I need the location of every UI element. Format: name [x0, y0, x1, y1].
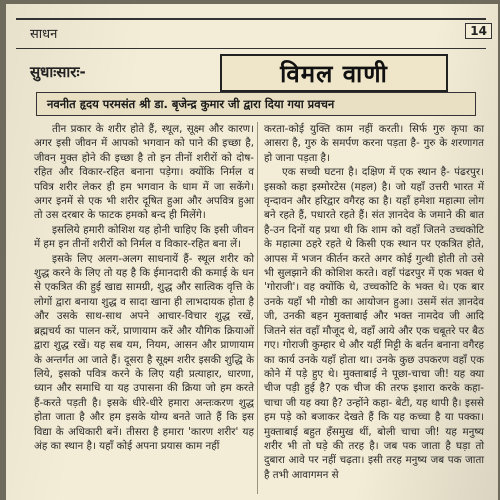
paragraph: करता-कोई युक्ति काम नहीं करती। सिर्फ गुरु कृपा का आसरा है, गुरु के समर्पण करना पड़ता है- गुरु के शरणागत हो जाना पड़ता है।: [264, 123, 484, 164]
left-column: [34, 122, 254, 453]
section-name: साधन: [30, 27, 58, 42]
column-divider: [257, 122, 258, 494]
page-number: 14: [465, 23, 492, 39]
article-title: विमल वाणी: [220, 54, 448, 92]
running-header: [16, 18, 486, 49]
paragraph: इसलिये हमारी कोशिश यह होनी चाहिए कि इसी जीवन में हम इन तीनों शरीरों को निर्मल व विकार-रहित बना लें।: [34, 223, 254, 251]
magazine-page: [6, 4, 498, 500]
article-subtitle: नवनीत हृदय परमसंत श्री डा. बृजेन्द्र कुमार जी द्वारा दिया गया प्रवचन: [36, 92, 476, 116]
paragraph: एक सच्ची घटना है। दक्षिण में एक स्थान है- पंढरपुर। इसको कहा इस्मोरटेस (महल) है। जो यहाँ उत्तरी भारत में वृन्दावन और हरिद्वार वगैरह का है। यहाँ हमेशा महात्मा लोग बने रहते हैं, पधारते रहते हैं। संत ज्ञानदेव के जमाने की बात है-उन दिनों यह प्रथा थी कि शाम को वहाँ जितने उच्चकोटि के महात्मा ठहरे रहते थे किसी एक स्थान पर एकत्रित होते, आपस में भजन कीर्तन करते अगर कोई गुत्थी होती तो उसे भी सुलझाने की कोशिश करते। वहाँ पंढरपुर में एक भक्त थे 'गोराजी'। वह क्योंकि थे, उच्चकोटि के भक्त थे। एक बार उनके यहाँ भी गोष्ठी का आयोजन हुआ। उसमें संत ज्ञानदेव जी, उनकी बहन मुक्ताबाई और भक्त नामदेव जी आदि जितने संत वहाँ मौजूद थे, वहाँ आये और एक चबूतरे पर बैठ गए। गोराजी कुम्हार थे और यहीं मिट्टी के बर्तन बनाना वगैरह का कार्य उनके यहाँ होता था। उनके कुछ उपकरण वहाँ एक कोने में पड़े हुए थे। मुक्ताबाई ने पूछा-चाचा जी! यह क्या चीज पड़ी हुई है? एक चीज की तरफ इशारा करके कहा- चाचा जी यह क्या है? उन्होंने कहा- बेटी, यह थापी है। इससे हम पड़े को बजाकर देखते हैं कि यह कच्चा है या पक्का। मुक्ताबाई बहुत हँसमुख थीं, बोली चाचा जी! यह मनुष्य शरीर भी तो घड़े की तरह है। जब पक जाता है घड़ा तो दुबारा आवे पर नहीं चढ़ता। इसी तरह मनुष्य जब पक जाता है तभी आवागमन से: [264, 166, 484, 481]
paragraph: तीन प्रकार के शरीर होते हैं, स्थूल, सूक्ष्म और कारण। अगर इसी जीवन में आपको भगवान को पाने की इच्छा है, जीवन मुक्त होने की इच्छा है तो इन तीनों शरीरों को दोष-रहित और विकार-रहित बनाना पड़ेगा। क्योंकि निर्मल व पवित्र शरीर लेकर ही हम भगवान के धाम में जा सकेंगे। अगर इनमें से एक भी शरीर दूषित हुआ और अपवित्र हुआ तो उस दरबार के फाटक हमको बन्द ही मिलेंगे।: [34, 123, 254, 222]
paragraph: इसके लिए अलग-अलग साधनायें हैं- स्थूल शरीर को शुद्ध करने के लिए तो यह है कि ईमानदारी की कमाई के धन से एकत्रित की हुई खाद्य सामग्री, शुद्ध और सात्विक वृत्ति के लोगों द्वारा बनाया शुद्ध व सादा खाना ही लाभदायक होता है और उसके साथ-साथ अपने आचार-विचार शुद्ध रखें, ब्रह्मचर्य का पालन करें, प्राणायाम करें और यौगिक क्रियाओं द्वारा शुद्ध रखें। यह सब यम, नियम, आसन और प्राणायाम के अन्तर्गत आ जाते हैं। दूसरा है सूक्ष्म शरीर इसकी शुद्धि के लिये, इसको पवित्र करने के लिए यही प्रत्याहार, धारणा, ध्यान और समाधि या यह उपासना की क्रिया जो हम करते हैं-करते पड़ती है। इसके धीरे-धीरे हमारा अन्तःकरण शुद्ध होता जाता है और हम इसके योग्य बनते जाते हैं कि इस विद्या के अधिकारी बनें। तीसरा है हमारा 'कारण शरीर' यह अंह का स्थान है। यहाँ कोई अपना प्रयास काम नहीं: [34, 252, 254, 452]
right-column: [264, 122, 484, 482]
section-label: सुधाःसारः-: [30, 63, 86, 81]
